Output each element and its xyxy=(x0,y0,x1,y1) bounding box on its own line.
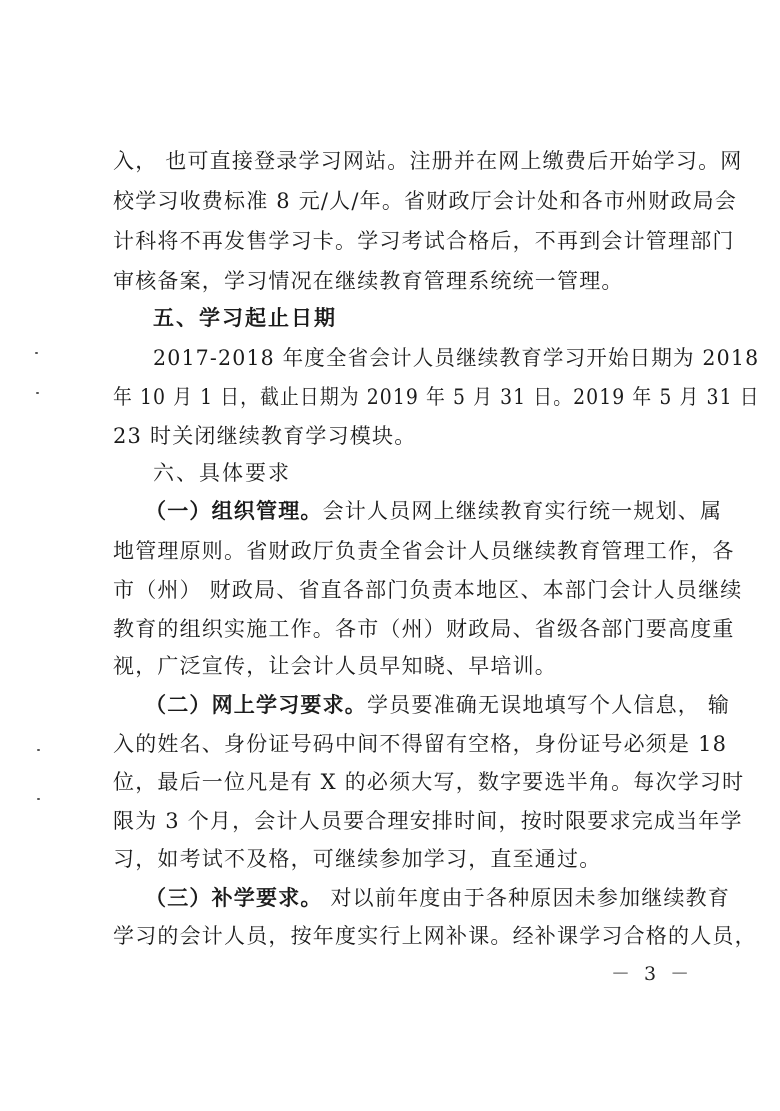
page-number: － 3 － xyxy=(611,963,694,985)
paragraph-line: 学习的会计人员，按年度实行上网补课。经补课学习合格的人员， xyxy=(113,924,757,948)
paragraph-line: 入， 也可直接登录学习网站。注册并在网上缴费后开始学习。网 xyxy=(113,149,743,173)
paragraph-line: 计科将不再发售学习卡。学习考试合格后，不再到会计管理部门 xyxy=(113,229,735,253)
item-lead: （三）补学要求。 xyxy=(145,886,323,910)
section-heading: 六、具体要求 xyxy=(153,461,291,485)
paragraph-line: 位，最后一位凡是有 X 的必须大写，数字要选半角。每次学习时 xyxy=(113,770,745,794)
scan-speck xyxy=(37,749,40,751)
scan-speck xyxy=(36,392,39,394)
paragraph-line: 23 时关闭继续教育学习模块。 xyxy=(113,424,417,448)
paragraph-line: 地管理原则。省财政厅负责全省会计人员继续教育管理工作，各 xyxy=(113,539,735,563)
item-first-line xyxy=(145,690,730,720)
paragraph-line: 校学习收费标准 8 元/人/年。省财政厅会计处和各市州财政局会 xyxy=(113,189,738,213)
paragraph-line: 2017-2018 年度全省会计人员继续教育学习开始日期为 2018 xyxy=(153,346,760,370)
paragraph-line: 习，如考试不及格，可继续参加学习，直至通过。 xyxy=(113,847,602,871)
item-lead: （二）网上学习要求。 xyxy=(145,693,367,717)
paragraph-line: 年 10 月 1 日，截止日期为 2019 年 5 月 31 日。2019 年 5 月 31 日 xyxy=(113,385,760,409)
paragraph-line: 市（州） 财政局、省直各部门负责本地区、本部门会计人员继续 xyxy=(113,578,743,602)
paragraph-line: 视，广泛宣传，让会计人员早知晓、早培训。 xyxy=(113,654,557,678)
item-first-line xyxy=(145,496,722,526)
item-text: 对以前年度由于各种原因未参加继续教育 xyxy=(322,886,731,910)
paragraph-line: 教育的组织实施工作。各市（州）财政局、省级各部门要高度重 xyxy=(113,617,735,641)
paragraph-line: 审核备案，学习情况在继续教育管理系统统一管理。 xyxy=(113,269,624,293)
paragraph-line: 入的姓名、身份证号码中间不得留有空格，身份证号必须是 18 xyxy=(113,732,728,756)
section-heading: 五、学习起止日期 xyxy=(153,306,337,330)
item-text: 学员要准确无误地填写个人信息， 输 xyxy=(367,693,731,717)
item-lead: （一）组织管理。 xyxy=(145,499,323,523)
paragraph-line: 限为 3 个月，会计人员要合理安排时间，按时限要求完成当年学 xyxy=(113,809,743,833)
scan-speck xyxy=(35,352,38,354)
item-first-line xyxy=(145,883,730,913)
scan-speck xyxy=(37,798,40,800)
item-text: 会计人员网上继续教育实行统一规划、属 xyxy=(322,499,723,523)
